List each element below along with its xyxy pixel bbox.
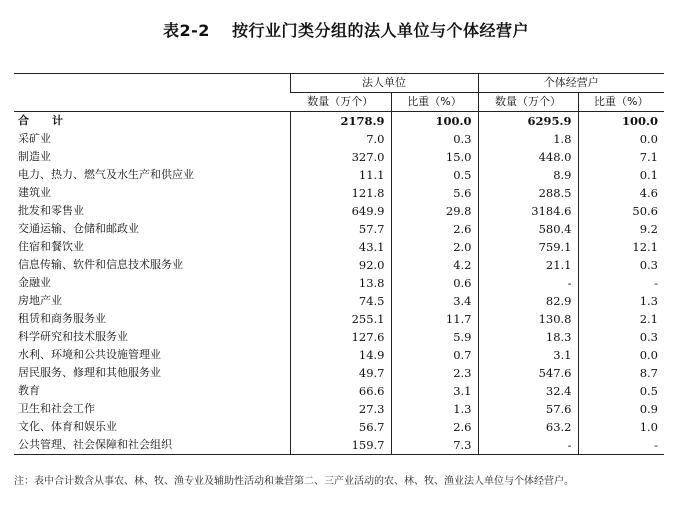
- row-label: 住宿和餐饮业: [18, 240, 84, 253]
- row-label: 科学研究和技术服务业: [18, 330, 128, 343]
- table-row: [14, 202, 664, 220]
- cell-legal-share: 2.3: [391, 364, 478, 382]
- cell-individual-share: 0.3: [578, 256, 664, 274]
- table-title: [0, 18, 692, 41]
- table-row: [14, 130, 664, 148]
- header-legal-entities: 法人单位: [290, 74, 478, 93]
- row-label: 采矿业: [18, 132, 51, 145]
- cell-individual-count: 448.0: [478, 148, 578, 166]
- cell-individual-share: 0.5: [578, 382, 664, 400]
- cell-legal-share: 1.3: [391, 400, 478, 418]
- cell-individual-count: 580.4: [478, 220, 578, 238]
- cell-individual-share: 0.0: [578, 346, 664, 364]
- cell-legal-count: 127.6: [290, 328, 391, 346]
- table-row: [14, 436, 664, 455]
- cell-individual-count: 547.6: [478, 364, 578, 382]
- table-row: [14, 382, 664, 400]
- cell-individual-share: 2.1: [578, 310, 664, 328]
- row-label: 建筑业: [18, 186, 51, 199]
- table-row: [14, 364, 664, 382]
- row-label: 交通运输、仓储和邮政业: [18, 222, 139, 235]
- cell-individual-count: 32.4: [478, 382, 578, 400]
- cell-legal-count: 43.1: [290, 238, 391, 256]
- row-label: 金融业: [18, 276, 51, 289]
- cell-legal-share: 3.1: [391, 382, 478, 400]
- table-row: [14, 292, 664, 310]
- cell-legal-count: 57.7: [290, 220, 391, 238]
- row-label: 卫生和社会工作: [18, 402, 95, 415]
- cell-individual-count: 759.1: [478, 238, 578, 256]
- cell-individual-share: 8.7: [578, 364, 664, 382]
- cell-legal-count: 27.3: [290, 400, 391, 418]
- cell-legal-share: 2.6: [391, 220, 478, 238]
- table-title-text: 按行业门类分组的法人单位与个体经营户: [231, 21, 529, 40]
- cell-individual-share: 100.0: [578, 112, 664, 131]
- cell-individual-share: 9.2: [578, 220, 664, 238]
- header-individual-households: 个体经营户: [478, 74, 664, 93]
- row-label: 信息传输、软件和信息技术服务业: [18, 258, 183, 271]
- row-label: 批发和零售业: [18, 204, 84, 217]
- table-row: [14, 166, 664, 184]
- cell-individual-share: 0.0: [578, 130, 664, 148]
- cell-individual-count: 18.3: [478, 328, 578, 346]
- cell-individual-count: 82.9: [478, 292, 578, 310]
- cell-individual-share: 1.3: [578, 292, 664, 310]
- cell-legal-share: 0.6: [391, 274, 478, 292]
- cell-legal-share: 3.4: [391, 292, 478, 310]
- row-label: 公共管理、社会保障和社会组织: [14, 436, 290, 455]
- header-share-1: 比重（%）: [391, 93, 478, 112]
- cell-legal-count: 121.8: [290, 184, 391, 202]
- cell-individual-count: 8.9: [478, 166, 578, 184]
- cell-individual-count: 63.2: [478, 418, 578, 436]
- cell-individual-count: 3.1: [478, 346, 578, 364]
- row-label: 租赁和商务服务业: [18, 312, 106, 325]
- cell-legal-count: 92.0: [290, 256, 391, 274]
- cell-legal-count: 56.7: [290, 418, 391, 436]
- cell-legal-share: 11.7: [391, 310, 478, 328]
- table-row: [14, 274, 664, 292]
- row-label: 房地产业: [18, 294, 62, 307]
- cell-individual-count: 3184.6: [478, 202, 578, 220]
- cell-legal-count: 7.0: [290, 130, 391, 148]
- header-stub: [14, 74, 290, 112]
- row-label: 教育: [18, 384, 40, 397]
- cell-legal-count: 11.1: [290, 166, 391, 184]
- table-row: [14, 400, 664, 418]
- header-share-2: 比重（%）: [578, 93, 664, 112]
- cell-legal-count: 327.0: [290, 148, 391, 166]
- cell-legal-count: 66.6: [290, 382, 391, 400]
- cell-legal-share: 0.3: [391, 130, 478, 148]
- table-row: [14, 418, 664, 436]
- cell-individual-count: -: [478, 436, 578, 455]
- cell-legal-share: 100.0: [391, 112, 478, 131]
- cell-legal-share: 5.6: [391, 184, 478, 202]
- cell-individual-share: 12.1: [578, 238, 664, 256]
- header-count-1: 数量（万个）: [290, 93, 391, 112]
- table-number: 表2-2: [163, 21, 210, 40]
- cell-individual-count: 6295.9: [478, 112, 578, 131]
- cell-legal-share: 2.6: [391, 418, 478, 436]
- cell-individual-share: -: [578, 436, 664, 455]
- table-row: [14, 346, 664, 364]
- cell-legal-share: 15.0: [391, 148, 478, 166]
- cell-legal-share: 5.9: [391, 328, 478, 346]
- cell-individual-count: -: [478, 274, 578, 292]
- cell-individual-count: 21.1: [478, 256, 578, 274]
- cell-legal-count: 13.8: [290, 274, 391, 292]
- table-row: [14, 220, 664, 238]
- row-label: 合 计: [18, 114, 69, 127]
- cell-legal-share: 0.5: [391, 166, 478, 184]
- cell-individual-count: 130.8: [478, 310, 578, 328]
- cell-individual-share: 0.1: [578, 166, 664, 184]
- cell-individual-share: 4.6: [578, 184, 664, 202]
- cell-legal-count: 74.5: [290, 292, 391, 310]
- cell-individual-share: 50.6: [578, 202, 664, 220]
- cell-legal-share: 7.3: [391, 436, 478, 455]
- header-group-row: [14, 74, 664, 93]
- cell-individual-share: -: [578, 274, 664, 292]
- table-row: [14, 328, 664, 346]
- cell-individual-count: 1.8: [478, 130, 578, 148]
- cell-legal-count: 14.9: [290, 346, 391, 364]
- cell-legal-count: 2178.9: [290, 112, 391, 131]
- cell-individual-share: 0.9: [578, 400, 664, 418]
- cell-individual-share: 7.1: [578, 148, 664, 166]
- cell-legal-share: 0.7: [391, 346, 478, 364]
- header-count-2: 数量（万个）: [478, 93, 578, 112]
- cell-legal-share: 4.2: [391, 256, 478, 274]
- table-row: [14, 310, 664, 328]
- row-label: 水利、环境和公共设施管理业: [18, 348, 161, 361]
- row-label: 电力、热力、燃气及水生产和供应业: [18, 168, 194, 181]
- row-label: 居民服务、修理和其他服务业: [18, 366, 161, 379]
- row-label: 文化、体育和娱乐业: [18, 420, 117, 433]
- table-row: [14, 238, 664, 256]
- cell-legal-count: 49.7: [290, 364, 391, 382]
- cell-legal-share: 29.8: [391, 202, 478, 220]
- cell-individual-share: 0.3: [578, 328, 664, 346]
- table-row: [14, 256, 664, 274]
- table-footnote: 注：表中合计数含从事农、林、牧、渔专业及辅助性活动和兼营第二、三产业活动的农、林、牧、渔业法人单位与个体经营户。: [14, 476, 574, 487]
- table-row: [14, 184, 664, 202]
- cell-individual-share: 1.0: [578, 418, 664, 436]
- cell-legal-count: 159.7: [290, 436, 391, 455]
- row-label: 制造业: [18, 150, 51, 163]
- cell-legal-share: 2.0: [391, 238, 478, 256]
- cell-legal-count: 649.9: [290, 202, 391, 220]
- cell-individual-count: 57.6: [478, 400, 578, 418]
- cell-legal-count: 255.1: [290, 310, 391, 328]
- table-row-total: [14, 112, 664, 131]
- statistics-table: [14, 73, 664, 455]
- cell-individual-count: 288.5: [478, 184, 578, 202]
- table-row: [14, 148, 664, 166]
